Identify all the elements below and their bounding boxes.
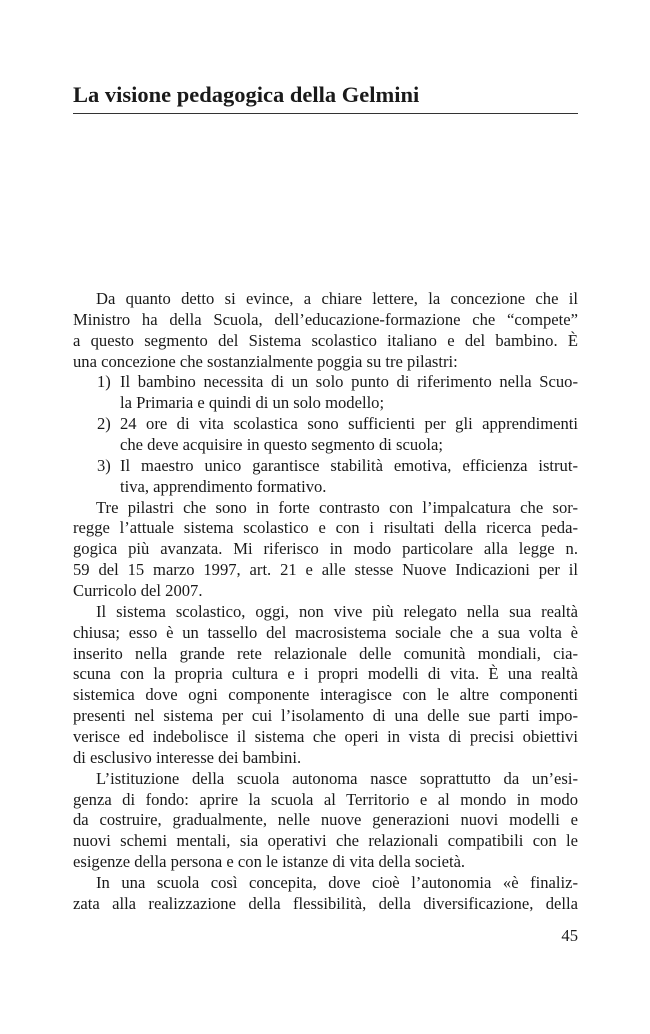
text-line: L’istituzione della scuola autonoma nasce soprattutto da un’esi- <box>96 768 578 788</box>
text-line: Ministro ha della Scuola, dell’educazione-formazione che “compete” <box>73 309 578 329</box>
chapter-title: La visione pedagogica della Gelmini <box>73 82 420 107</box>
paragraph <box>73 769 578 873</box>
paragraph <box>73 602 578 769</box>
text-line: che deve acquisire in questo segmento di scuola; <box>120 435 444 455</box>
text-line: da costruire, gradualmente, nelle nuove generazioni nuovi modelli e <box>73 810 578 830</box>
text-line: esigenze della persona e con le istanze di vita della società. <box>73 852 466 872</box>
text-line: scuna con la propria cultura e i propri modelli di vita. È una realtà <box>73 664 578 684</box>
list-item-number: 1) <box>97 372 111 392</box>
paragraph <box>73 498 578 602</box>
text-line: una concezione che sostanzialmente poggia su tre pilastri: <box>73 351 458 371</box>
text-line: gogica più avanzata. Mi riferisco in modo particolare alla legge n. <box>73 539 578 559</box>
text-line: a questo segmento del Sistema scolastico italiano e del bambino. È <box>73 330 578 350</box>
text-line: di esclusivo interesse dei bambini. <box>73 747 302 767</box>
text-line: inserito nella grande rete relazionale delle comunità mondiali, cia- <box>73 643 578 663</box>
text-line: Da quanto detto si evince, a chiare lettere, la concezione che il <box>96 289 578 308</box>
list-item <box>73 456 578 498</box>
text-line: nuovi schemi mentali, sia operativi che relazionali compatibili con le <box>73 831 578 851</box>
text-line: la Primaria e quindi di un solo modello; <box>120 393 385 413</box>
text-line: tiva, apprendimento formativo. <box>120 476 327 496</box>
text-line: zata alla realizzazione della flessibilità, della diversificazione, della <box>73 893 578 913</box>
paragraph <box>73 289 578 372</box>
title-rule <box>73 113 578 114</box>
list-item-number: 3) <box>97 455 111 475</box>
text-line: Il sistema scolastico, oggi, non vive più relegato nella sua realtà <box>96 601 578 621</box>
text-line: 24 ore di vita scolastica sono sufficienti per gli apprendimenti <box>120 414 578 434</box>
text-line: In una scuola così concepita, dove cioè l’autonomia «è finaliz- <box>96 873 578 893</box>
page-number: 45 <box>561 926 578 945</box>
text-line: Tre pilastri che sono in forte contrasto con l’impalcatura che sor- <box>96 497 578 517</box>
text-line: regge l’attuale sistema scolastico e con i risultati della ricerca peda- <box>73 518 578 538</box>
list-item <box>73 414 578 456</box>
text-line: 59 del 15 marzo 1997, art. 21 e alle stesse Nuove Indicazioni per il <box>73 560 578 580</box>
text-line: chiusa; esso è un tassello del macrosistema sociale che a sua volta è <box>73 622 578 642</box>
list-item-number: 2) <box>97 414 111 434</box>
text-line: Il maestro unico garantisce stabilità emotiva, efficienza istrut- <box>120 455 578 475</box>
paragraph <box>73 873 578 915</box>
text-line: presenti nel sistema per cui l’isolamento di una delle sue parti impo- <box>73 706 578 726</box>
body-text <box>73 289 578 915</box>
text-line: genza di fondo: aprire la scuola al Territorio e al mondo in modo <box>73 789 578 809</box>
text-line: sistemica dove ogni componente interagisce con le altre componenti <box>73 685 578 705</box>
list-item <box>73 372 578 414</box>
text-line: Il bambino necessita di un solo punto di riferimento nella Scuo- <box>120 372 578 392</box>
text-line: Curricolo del 2007. <box>73 581 203 601</box>
text-line: verisce ed indebolisce il sistema che operi in vista di precisi obiettivi <box>73 727 578 747</box>
